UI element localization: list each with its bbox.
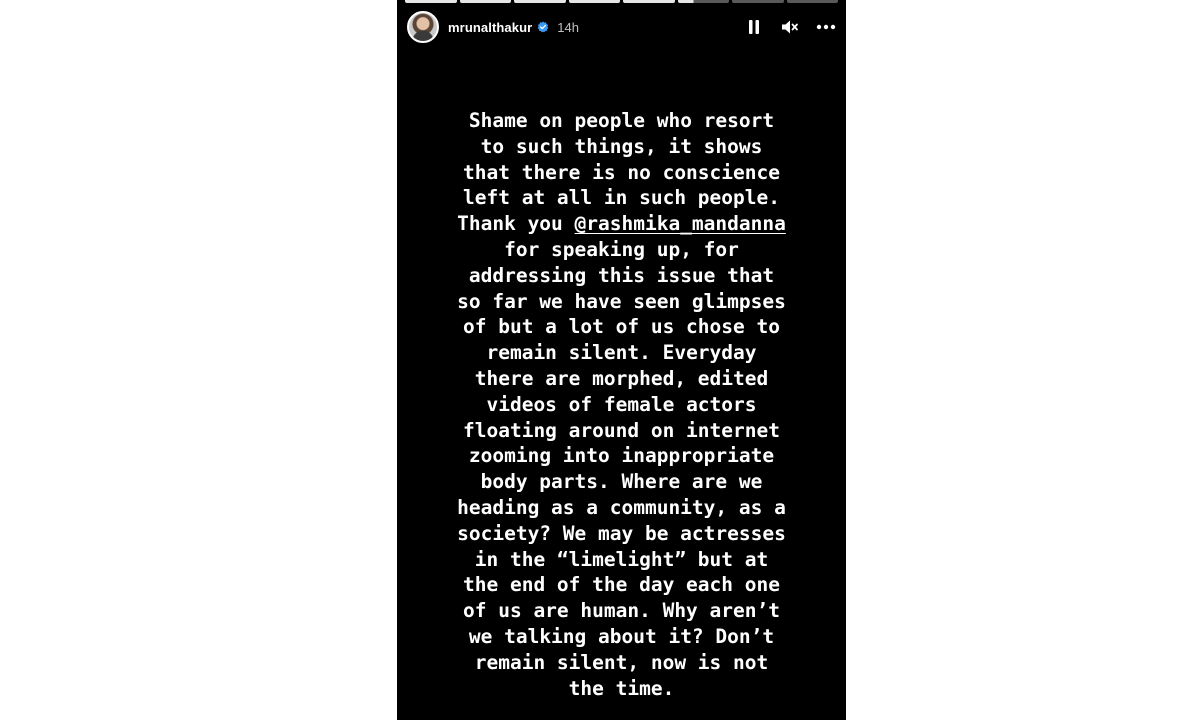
username[interactable]: mrunalthakur (448, 19, 533, 35)
story-progress-bar (405, 0, 838, 3)
progress-segment (569, 0, 621, 3)
mute-button[interactable] (780, 17, 800, 37)
mention-link[interactable]: @rashmika_mandanna (574, 212, 786, 236)
verified-badge-icon (537, 21, 549, 33)
more-options-button[interactable] (816, 17, 836, 37)
progress-segment (405, 0, 457, 3)
pause-icon (747, 19, 761, 35)
progress-segment (460, 0, 512, 3)
profile-avatar[interactable] (407, 11, 439, 43)
story-time: 14h (557, 19, 579, 35)
story-text (417, 108, 826, 701)
volume-muted-icon (781, 19, 799, 35)
story-text-part: Shame on people who resort to such things, it shows that there is no conscience left at all in such people. Thank you (457, 109, 780, 236)
progress-segment (623, 0, 675, 3)
progress-segment (732, 0, 784, 3)
progress-segment-active (678, 0, 730, 3)
more-options-icon (816, 24, 836, 30)
pause-button[interactable] (744, 17, 764, 37)
progress-segment (514, 0, 566, 3)
progress-segment (787, 0, 839, 3)
story-viewer[interactable] (397, 0, 846, 720)
story-header (407, 10, 836, 44)
story-text-part: for speaking up, for addressing this issue that so far we have seen glimpses of but a lot of us chose to remain silent. Everyday there are morphed, edited videos of female actors floating around on internet zooming into inappropriate body parts. Where are we heading as a community, as a society? We may be actresses in the “limelight” but at the end of the day each one of us are human. Why aren’t we talking about it? Don’t remain silent, now is not the time. (457, 237, 786, 700)
story-controls (744, 17, 836, 37)
